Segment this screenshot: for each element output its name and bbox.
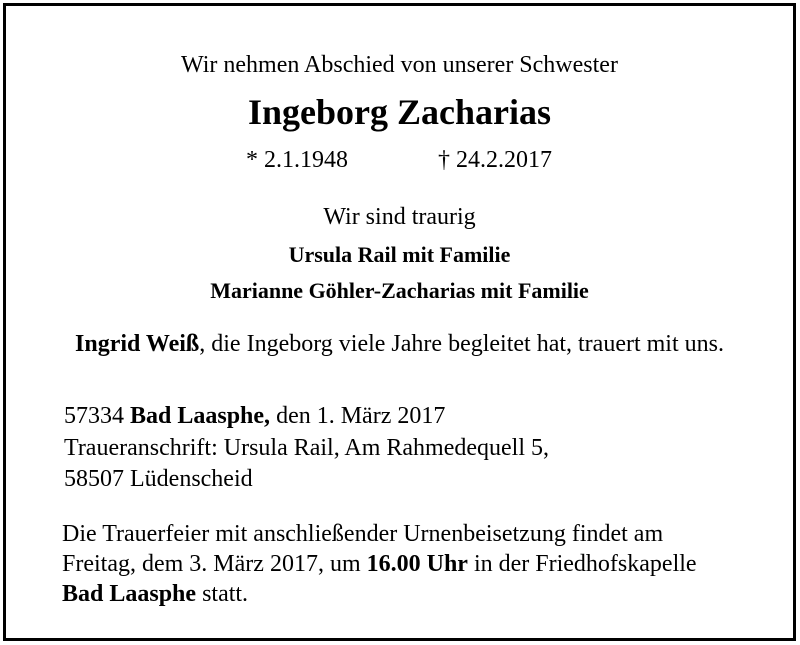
funeral-venue-text: in der Friedhofskapelle [467,551,697,577]
funeral-date-text: Freitag, dem 3. März 2017, um [62,551,367,577]
mourners-intro: Wir sind traurig [323,204,476,230]
companion-name: Ingrid Weiß [75,331,200,357]
death-date: † 24.2.2017 [438,147,552,173]
mourner-family-1: Ursula Rail mit Familie [288,242,511,267]
companion-text: , die Ingeborg viele Jahre begleitet hat, trauert mit uns. [199,331,724,357]
postcode: 57334 [64,403,130,429]
funeral-line-3 [62,582,248,606]
birth-date: * 2.1.1948 [246,147,348,173]
funeral-end-text: statt. [196,581,249,607]
funeral-line-2 [62,552,697,576]
mourner-family-2: Marianne Göhler-Zacharias mit Familie [210,278,589,303]
notice-date: den 1. März 2017 [270,403,446,429]
place-date-line [64,404,445,428]
obituary-notice [3,3,796,641]
mourning-city: 58507 Lüdenscheid [64,466,253,492]
deceased-name: Ingeborg Zacharias [247,92,551,132]
funeral-line-1: Die Trauerfeier mit anschließender Urnenbeisetzung findet am [62,521,664,547]
funeral-place: Bad Laasphe [62,581,197,607]
companion-line [6,332,793,356]
mourning-address: Traueranschrift: Ursula Rail, Am Rahmedequell 5, [64,435,550,461]
farewell-intro: Wir nehmen Abschied von unserer Schwester [181,52,618,78]
funeral-time: 16.00 Uhr [366,551,468,577]
town: Bad Laasphe, [130,403,271,429]
life-dates [6,148,793,174]
